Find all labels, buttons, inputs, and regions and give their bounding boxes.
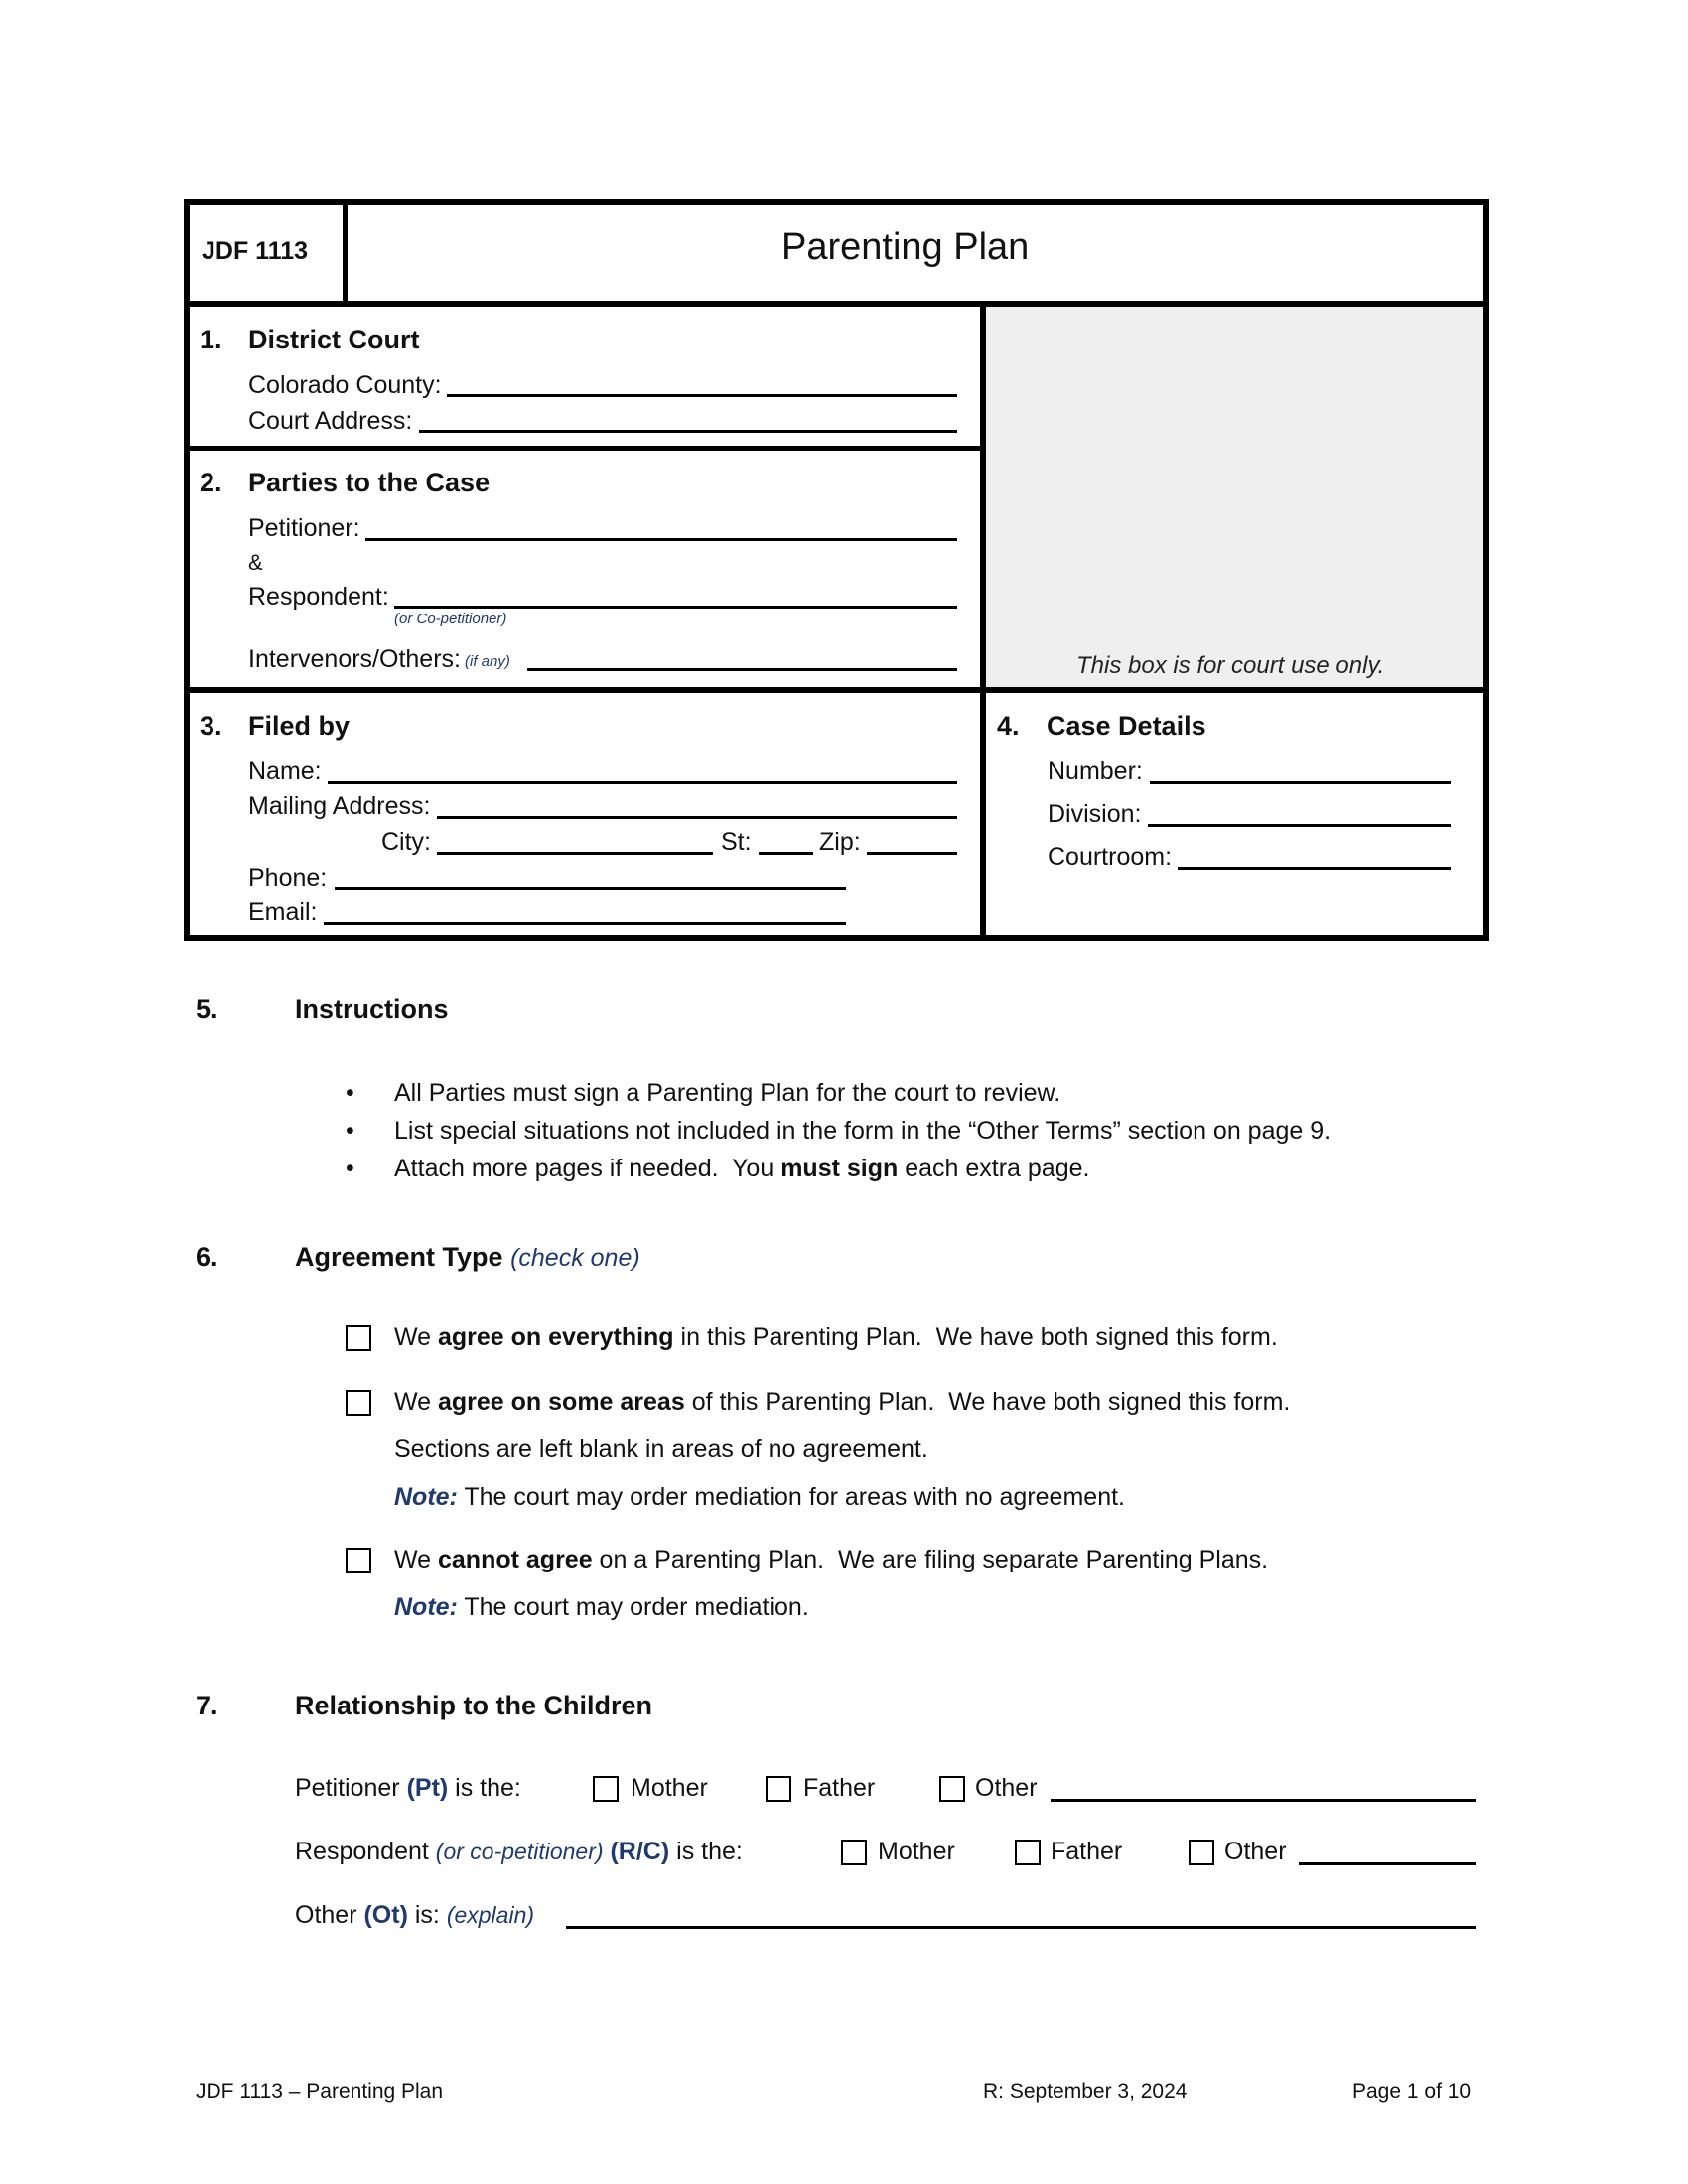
divider: [184, 301, 1489, 307]
option-label: Father: [1051, 1838, 1123, 1865]
division-label: Division:: [1048, 800, 1142, 828]
section-title: Case Details: [1047, 711, 1206, 741]
rc-father-checkbox[interactable]: [1015, 1840, 1041, 1865]
bullet: •: [346, 1155, 354, 1182]
respondent-relationship-label: Respondent (or co-petitioner) (R/C) is the:: [295, 1838, 743, 1865]
agree-some-checkbox[interactable]: [346, 1390, 371, 1416]
zip-label: Zip:: [819, 828, 861, 856]
footer-form-name: JDF 1113 – Parenting Plan: [196, 2080, 444, 2103]
email-field[interactable]: [324, 922, 846, 925]
section-number: 7.: [196, 1691, 218, 1720]
intervenors-field[interactable]: [527, 668, 957, 671]
section-title: Instructions: [295, 994, 449, 1024]
court-use-box: [985, 307, 1483, 687]
instruction-item: Attach more pages if needed. You must sign each extra page.: [394, 1155, 1090, 1182]
ampersand: &: [248, 550, 263, 575]
other-relationship-label: Other (Ot) is: (explain): [295, 1901, 535, 1929]
intervenors-label: Intervenors/Others:: [248, 645, 461, 673]
cannot-agree-checkbox[interactable]: [346, 1548, 371, 1573]
option-label: Father: [803, 1774, 876, 1802]
city-label: City:: [381, 828, 431, 856]
mailing-label: Mailing Address:: [248, 792, 431, 820]
section-number: 6.: [196, 1242, 218, 1272]
section-title: Relationship to the Children: [295, 1691, 653, 1720]
county-label: Colorado County:: [248, 371, 442, 399]
respondent-field[interactable]: [394, 606, 957, 609]
court-address-label: Court Address:: [248, 407, 413, 435]
divider: [343, 199, 348, 304]
divider: [184, 446, 983, 451]
section-number: 3.: [200, 711, 222, 741]
section-title: District Court: [248, 325, 420, 354]
section-title: Parties to the Case: [248, 468, 491, 497]
courtroom-label: Courtroom:: [1048, 843, 1173, 871]
divider: [980, 301, 986, 941]
state-field[interactable]: [759, 852, 813, 855]
bullet: •: [346, 1117, 354, 1145]
email-label: Email:: [248, 898, 318, 926]
option-label: Other: [975, 1774, 1038, 1802]
court-use-note: This box is for court use only.: [1076, 652, 1385, 679]
divider: [184, 687, 1489, 693]
section-number: 1.: [200, 325, 222, 354]
pt-father-checkbox[interactable]: [766, 1776, 791, 1802]
court-address-field[interactable]: [419, 430, 957, 433]
if-any-hint: (if any): [465, 653, 510, 670]
division-field[interactable]: [1148, 824, 1451, 827]
bullet: •: [346, 1079, 354, 1107]
agree-some-detail: Sections are left blank in areas of no agreement.: [394, 1435, 928, 1463]
phone-field[interactable]: [335, 887, 846, 890]
rc-other-checkbox[interactable]: [1189, 1840, 1214, 1865]
footer-revision-date: R: September 3, 2024: [983, 2080, 1188, 2103]
note: Note: The court may order mediation.: [394, 1593, 809, 1621]
section-title: Filed by: [248, 711, 351, 741]
courtroom-field[interactable]: [1178, 867, 1451, 870]
state-label: St:: [721, 828, 752, 856]
instruction-item: List special situations not included in the form in the “Other Terms” section on page 9.: [394, 1117, 1332, 1145]
zip-field[interactable]: [867, 852, 957, 855]
co-petitioner-hint: (or Co-petitioner): [394, 611, 507, 627]
agree-everything-checkbox[interactable]: [346, 1325, 371, 1351]
pt-mother-checkbox[interactable]: [593, 1776, 619, 1802]
footer-page-number: Page 1 of 10: [1352, 2080, 1472, 2103]
case-number-field[interactable]: [1150, 781, 1451, 784]
other-explain-field[interactable]: [566, 1926, 1476, 1929]
instruction-item: All Parties must sign a Parenting Plan for the court to review.: [394, 1079, 1061, 1107]
petitioner-label: Petitioner:: [248, 514, 360, 542]
form-id: JDF 1113: [202, 237, 309, 265]
option-label: Mother: [878, 1838, 955, 1865]
case-number-label: Number:: [1048, 757, 1143, 785]
pt-other-field[interactable]: [1051, 1799, 1476, 1802]
agree-everything-label: We agree on everything in this Parenting Plan. We have both signed this form.: [394, 1323, 1278, 1351]
name-field[interactable]: [328, 781, 957, 784]
option-label: Mother: [631, 1774, 708, 1802]
option-label: Other: [1224, 1838, 1287, 1865]
petitioner-field[interactable]: [365, 538, 957, 541]
section-title: Agreement Type (check one): [295, 1242, 640, 1272]
note: Note: The court may order mediation for areas with no agreement.: [394, 1483, 1125, 1511]
mailing-field[interactable]: [437, 816, 957, 819]
rc-other-field[interactable]: [1299, 1862, 1476, 1865]
county-field[interactable]: [447, 394, 957, 397]
page-title: Parenting Plan: [781, 226, 1030, 268]
pt-other-checkbox[interactable]: [939, 1776, 965, 1802]
section-number: 5.: [196, 994, 218, 1024]
section-number: 4.: [997, 711, 1020, 741]
section-number: 2.: [200, 468, 222, 497]
phone-label: Phone:: [248, 864, 328, 891]
name-label: Name:: [248, 757, 322, 785]
respondent-label: Respondent:: [248, 583, 389, 611]
rc-mother-checkbox[interactable]: [841, 1840, 867, 1865]
agree-some-label: We agree on some areas of this Parenting Plan. We have both signed this form.: [394, 1388, 1291, 1416]
city-field[interactable]: [437, 852, 713, 855]
petitioner-relationship-label: Petitioner (Pt) is the:: [295, 1774, 521, 1802]
cannot-agree-label: We cannot agree on a Parenting Plan. We are filing separate Parenting Plans.: [394, 1546, 1269, 1573]
